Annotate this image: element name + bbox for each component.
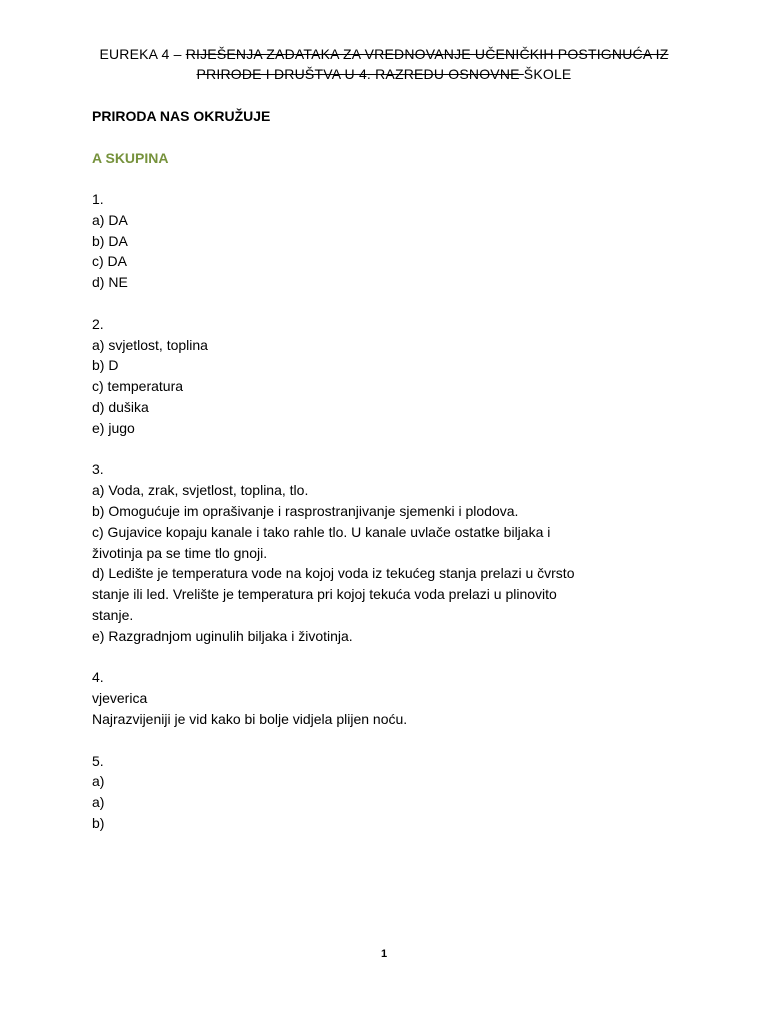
answer-line: Najrazvijeniji je vid kako bi bolje vidjela plijen noću.	[92, 710, 408, 727]
question-block	[92, 667, 692, 729]
answer-line: d) dušika	[92, 398, 149, 415]
answer-line: a)	[92, 794, 105, 811]
answer-line: životinja pa se time tlo gnoji.	[92, 544, 268, 561]
group-title: A SKUPINA	[92, 150, 169, 166]
question-number: 1.	[92, 191, 104, 207]
question-block	[92, 459, 692, 646]
question-number: 3.	[92, 461, 104, 478]
answer-line: stanje ili led. Vrelište je temperatura pri kojoj tekuća voda prelazi u plinovito	[92, 586, 557, 603]
answer-line: b) D	[92, 357, 119, 374]
answer-line: c) temperatura	[92, 378, 184, 395]
page-number: 1	[380, 948, 388, 960]
answer-line: d) NE	[92, 274, 128, 291]
answer-line: a) svjetlost, toplina	[92, 336, 208, 353]
spacer	[92, 439, 692, 460]
answer-line: d) Ledište je temperatura vode na kojoj voda iz tekućeg stanja prelazi u čvrsto	[92, 565, 575, 582]
answer-line: b) Omogućuje im oprašivanje i rasprostranjivanje sjemenki i plodova.	[92, 502, 519, 519]
answer-line: c) Gujavice kopaju kanale i tako rahle tlo. U kanale uvlače ostatke biljaka i	[92, 523, 551, 540]
answer-line: stanje.	[92, 606, 134, 623]
section-title: PRIRODA NAS OKRUŽUJE	[92, 108, 271, 124]
answer-line: vjeverica	[92, 690, 148, 707]
spacer	[92, 293, 692, 314]
header-line-1	[60, 44, 708, 64]
question-block	[92, 751, 692, 834]
answer-line: e) jugo	[92, 419, 135, 436]
answer-line: a)	[92, 773, 105, 790]
header-title-struck-2: PRIRODE I DRUŠTVA U 4. RAZREDU OSNOVNE	[196, 66, 524, 82]
question-number: 2.	[92, 315, 104, 332]
answer-line: c) DA	[92, 253, 127, 270]
spacer	[92, 647, 692, 668]
answer-line: b) DA	[92, 232, 128, 249]
question-block	[92, 189, 692, 293]
answers-list	[92, 189, 692, 834]
answer-line: a) Voda, zrak, svjetlost, toplina, tlo.	[92, 482, 309, 499]
question-number: 4.	[92, 669, 104, 686]
answer-line: a) DA	[92, 211, 128, 228]
header-line-2	[60, 64, 708, 84]
question-block	[92, 314, 692, 439]
header-title-end: ŠKOLE	[523, 66, 572, 82]
spacer	[92, 730, 692, 751]
header-title-struck-1: RIJEŠENJA ZADATAKA ZA VREDNOVANJE UČENIČKIH POSTIGNUĆA IZ	[185, 46, 669, 62]
header-prefix: EUREKA 4 –	[99, 46, 186, 62]
answer-line: b)	[92, 814, 105, 831]
answer-line: e) Razgradnjom uginulih biljaka i životinja.	[92, 627, 353, 644]
document-header	[60, 44, 708, 84]
question-number: 5.	[92, 752, 104, 769]
